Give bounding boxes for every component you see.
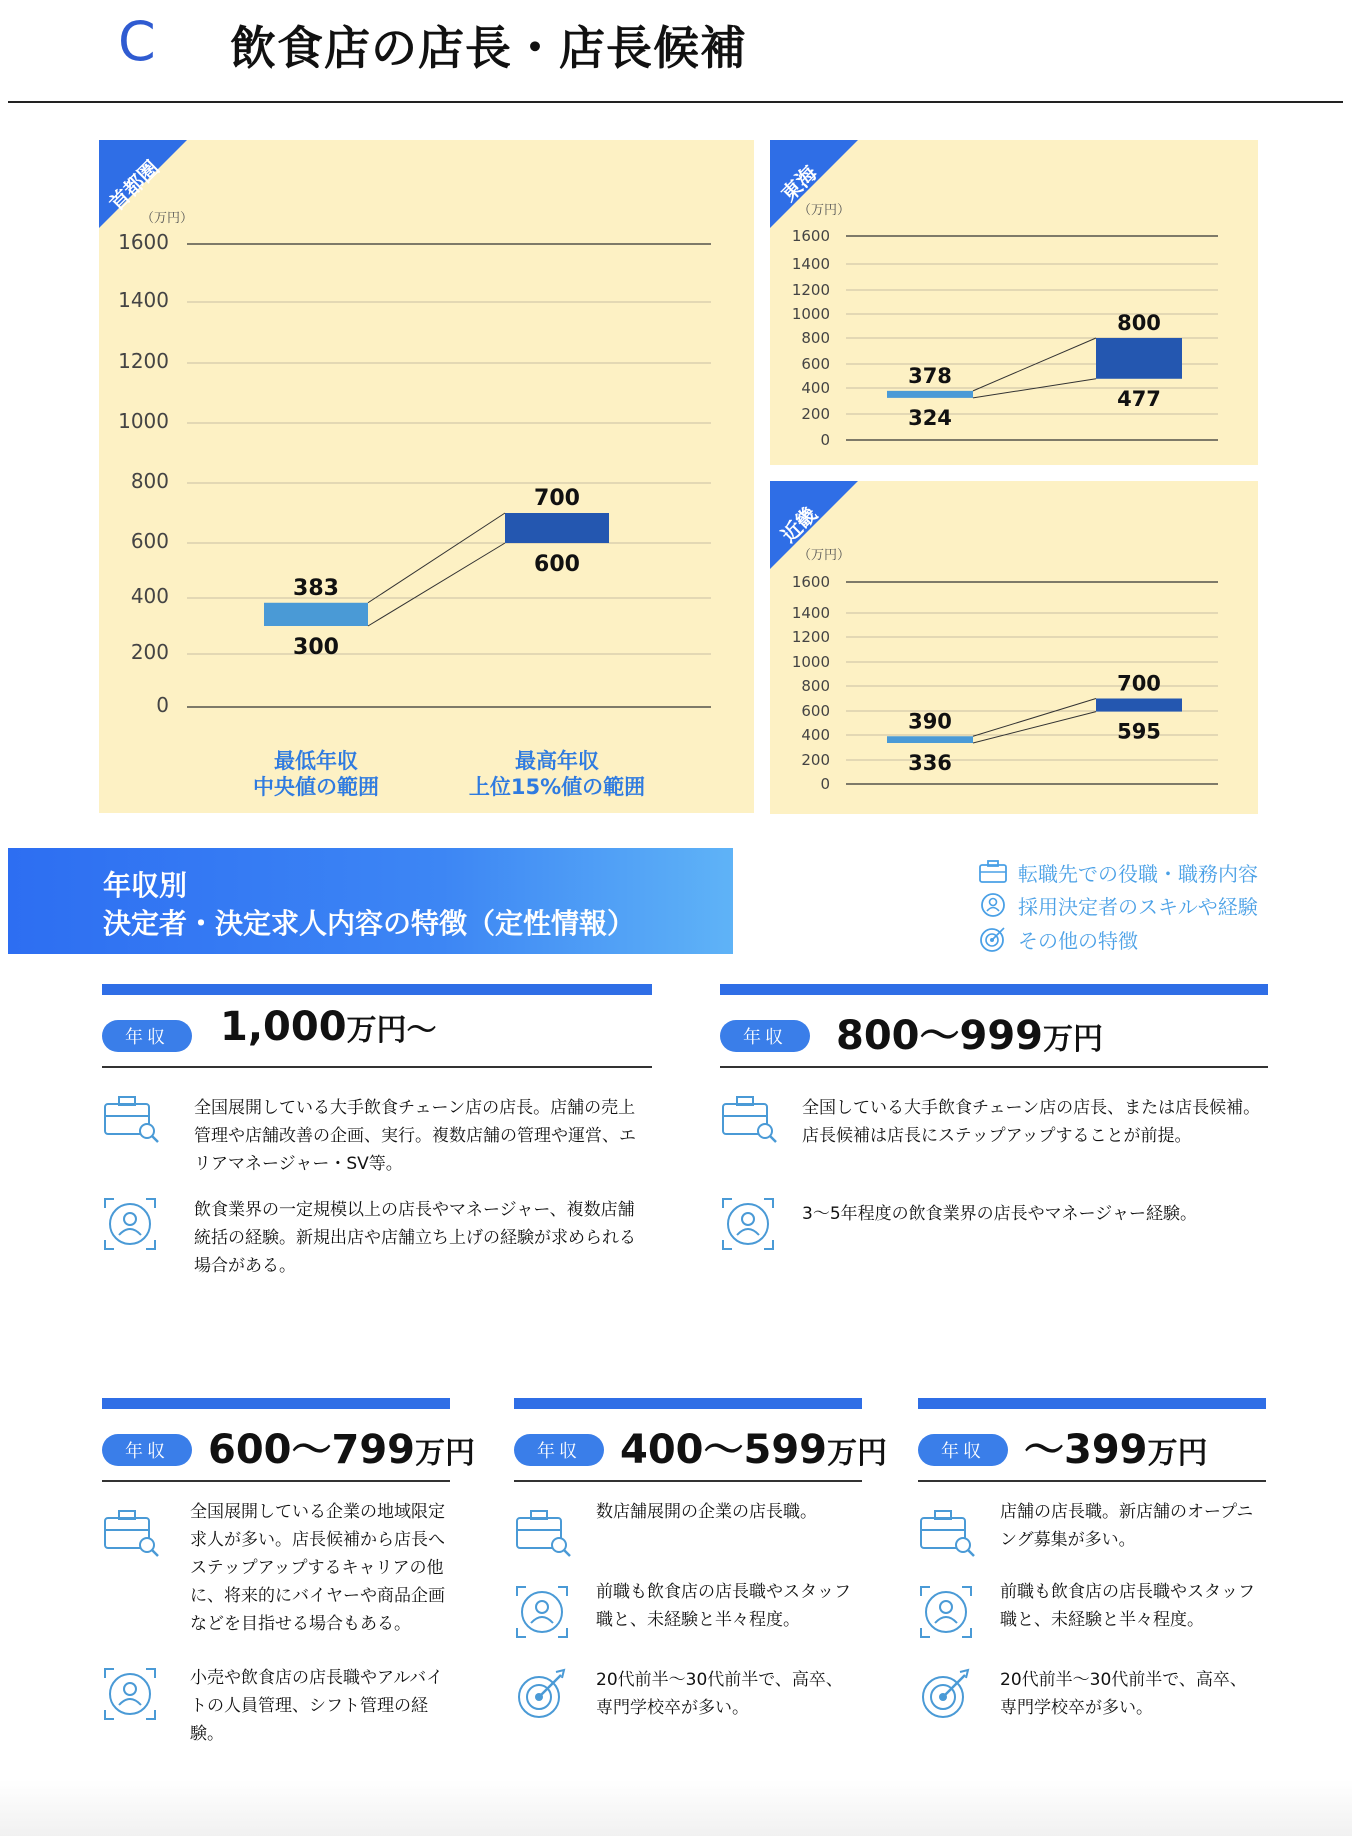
connector-line-top xyxy=(368,513,505,603)
y-tick-label: 1600 xyxy=(791,227,830,245)
salary-range xyxy=(620,1418,887,1475)
y-tick-label: 200 xyxy=(130,640,169,664)
card-description: 飲食業界の一定規模以上の店長やマネージャー、複数店舗統括の経験。新規出店や店舗立ち上げの経験が求められる場合がある。 xyxy=(194,1200,636,1276)
card-divider xyxy=(720,1066,1268,1068)
region-label: 東海 xyxy=(776,160,822,207)
card-divider xyxy=(514,1480,862,1482)
person-target-icon xyxy=(720,1196,776,1256)
y-tick-label: 1000 xyxy=(791,305,830,323)
page-title: 飲食店の店長・店長候補 xyxy=(230,21,747,75)
y-tick-label: 1600 xyxy=(118,230,169,254)
bar-label-low: 324 xyxy=(908,405,952,430)
y-tick-label: 200 xyxy=(801,405,830,423)
card-description: 小売や飲食店の店長職やアルバイトの人員管理、シフト管理の経験。 xyxy=(190,1668,444,1744)
legend-item-other xyxy=(978,925,1138,953)
card-divider xyxy=(918,1480,1266,1482)
salary-range xyxy=(836,1004,1103,1061)
bar-max-salary-range xyxy=(505,513,609,543)
briefcase-icon xyxy=(514,1508,572,1562)
briefcase-icon xyxy=(918,1508,976,1562)
salary-pill: 年収 xyxy=(918,1434,1008,1466)
banner-line-2: 決定者・決定求人内容の特徴（定性情報） xyxy=(103,907,636,940)
y-tick-label: 1400 xyxy=(791,604,830,622)
region-label: 首都圏 xyxy=(104,155,164,216)
bar-label-high: 700 xyxy=(534,486,580,511)
legend-item-role xyxy=(978,858,1258,886)
bar-label-low: 595 xyxy=(1117,719,1161,744)
y-tick-label: 400 xyxy=(130,584,169,608)
salary-range-unit: 万円 xyxy=(1147,1436,1208,1471)
y-tick-label: 1200 xyxy=(791,628,830,646)
card-divider xyxy=(102,1480,450,1482)
salary-pill: 年収 xyxy=(102,1020,192,1052)
bar-label-high: 700 xyxy=(1117,671,1161,696)
briefcase-icon xyxy=(978,859,1008,885)
card-description: 20代前半〜30代前半で、高卒、専門学校卒が多い。 xyxy=(1000,1670,1247,1718)
bar-label-low: 477 xyxy=(1117,386,1161,411)
card-description: 3〜5年程度の飲食業界の店長やマネージャー経験。 xyxy=(802,1204,1197,1224)
person-target-icon xyxy=(102,1196,158,1256)
legend-label: その他の特徴 xyxy=(1018,928,1138,953)
salary-range-value: 800〜999 xyxy=(836,1013,1043,1059)
y-tick-label: 600 xyxy=(801,702,830,720)
legend-label: 転職先での役職・職務内容 xyxy=(1018,861,1258,886)
target-icon xyxy=(514,1666,570,1726)
y-tick-label: 1400 xyxy=(118,288,169,312)
salary-range-unit: 万円 xyxy=(1043,1022,1103,1057)
person-target-icon xyxy=(102,1666,158,1726)
y-tick-label: 1600 xyxy=(791,573,830,591)
target-icon xyxy=(918,1666,974,1726)
y-tick-label: 200 xyxy=(801,751,830,769)
y-tick-label: 600 xyxy=(130,529,169,553)
y-axis-unit: （万円） xyxy=(141,211,194,226)
chart-panel-tokai xyxy=(770,140,1258,465)
region-label: 近畿 xyxy=(776,501,822,548)
bar-label-low: 336 xyxy=(908,751,952,775)
bar-max-salary-range xyxy=(1096,338,1182,379)
briefcase-icon xyxy=(102,1094,160,1148)
card-description: 20代前半〜30代前半で、高卒、専門学校卒が多い。 xyxy=(596,1670,843,1718)
card-description: 全国展開している大手飲食チェーン店の店長。店舗の売上管理や店舗改善の企画、実行。複数店舗の管理や運営、エリアマネージャー・SV等。 xyxy=(194,1098,636,1174)
y-tick-label: 1000 xyxy=(791,653,830,671)
legend-item-skill xyxy=(978,891,1258,919)
salary-pill: 年収 xyxy=(102,1434,192,1466)
header-divider xyxy=(8,101,1343,103)
salary-range xyxy=(208,1418,475,1475)
chart-panel-kinki xyxy=(770,481,1258,814)
salary-pill: 年収 xyxy=(514,1434,604,1466)
salary-pill: 年収 xyxy=(720,1020,810,1052)
card-description: 前職も飲食店の店長職やスタッフ職と、未経験と半々程度。 xyxy=(1000,1582,1255,1630)
card-description: 全国展開している企業の地域限定求人が多い。店長候補から店長へステップアップするキャリアの他に、将来的にバイヤーや商品企画などを目指せる場合もある。 xyxy=(190,1502,445,1634)
salary-range-value: 1,000 xyxy=(220,1004,347,1050)
card-accent-bar xyxy=(514,1398,862,1409)
person-target-icon xyxy=(918,1584,974,1644)
bar-max-salary-range xyxy=(1096,699,1182,712)
category-label: 上位15%値の範囲 xyxy=(468,775,646,799)
bar-label-high: 800 xyxy=(1117,311,1161,335)
y-tick-label: 1200 xyxy=(791,281,830,299)
y-tick-label: 800 xyxy=(801,677,830,695)
category-label: 中央値の範囲 xyxy=(253,775,379,799)
bar-label-high: 378 xyxy=(908,363,952,388)
card-description: 数店舗展開の企業の店長職。 xyxy=(596,1502,817,1522)
chart-panel-shutoken xyxy=(99,140,754,813)
connector-line-top xyxy=(973,699,1096,737)
banner-line-1: 年収別 xyxy=(103,869,188,902)
section-banner xyxy=(8,848,733,954)
y-tick-label: 800 xyxy=(130,469,169,493)
target-icon xyxy=(978,925,1008,953)
y-tick-label: 0 xyxy=(820,775,830,793)
y-tick-label: 600 xyxy=(801,355,830,373)
card-description: 店舗の店長職。新店舗のオープニング募集が多い。 xyxy=(1000,1502,1254,1550)
card-accent-bar xyxy=(102,984,652,995)
card-accent-bar xyxy=(102,1398,450,1409)
salary-range-value: 600〜799 xyxy=(208,1427,415,1473)
bar-label-high: 383 xyxy=(293,575,339,601)
salary-range xyxy=(220,1004,437,1050)
bar-label-high: 390 xyxy=(908,709,952,734)
bar-label-low: 600 xyxy=(534,552,580,577)
connector-line-bottom xyxy=(368,543,505,626)
y-tick-label: 1000 xyxy=(118,409,169,433)
bar-label-low: 300 xyxy=(293,635,339,660)
bar-min-salary-range xyxy=(887,391,973,398)
category-label: 最高年収 xyxy=(515,749,599,773)
bar-min-salary-range xyxy=(264,603,368,626)
salary-range xyxy=(1024,1418,1208,1475)
y-tick-label: 1400 xyxy=(791,255,830,273)
category-label: 最低年収 xyxy=(274,749,358,773)
salary-chart-shutoken xyxy=(99,140,754,813)
y-tick-label: 400 xyxy=(801,726,830,744)
card-accent-bar xyxy=(720,984,1268,995)
y-axis-unit: （万円） xyxy=(798,203,851,218)
y-tick-label: 0 xyxy=(156,693,169,717)
person-target-icon xyxy=(514,1584,570,1644)
person-target-icon xyxy=(978,891,1008,919)
section-letter: C xyxy=(118,10,156,73)
card-description: 前職も飲食店の店長職やスタッフ職と、未経験と半々程度。 xyxy=(596,1582,851,1630)
y-tick-label: 1200 xyxy=(118,349,169,373)
y-tick-label: 400 xyxy=(801,379,830,397)
bar-min-salary-range xyxy=(887,736,973,743)
page-bottom-shade xyxy=(0,1780,1352,1836)
briefcase-icon xyxy=(102,1508,160,1562)
card-accent-bar xyxy=(918,1398,1266,1409)
y-tick-label: 0 xyxy=(820,431,830,449)
salary-range-unit: 万円 xyxy=(415,1436,475,1471)
y-tick-label: 800 xyxy=(801,329,830,347)
y-axis-unit: （万円） xyxy=(798,548,851,563)
card-description: 全国している大手飲食チェーン店の店長、または店長候補。店長候補は店長にステップアップすることが前提。 xyxy=(802,1098,1261,1146)
salary-range-unit: 万円〜 xyxy=(346,1013,437,1048)
briefcase-icon xyxy=(720,1094,778,1148)
legend-label: 採用決定者のスキルや経験 xyxy=(1018,894,1258,919)
card-divider xyxy=(102,1066,652,1068)
salary-range-value: 〜399 xyxy=(1024,1427,1148,1473)
salary-range-unit: 万円 xyxy=(827,1436,887,1471)
connector-line-bottom xyxy=(973,712,1096,743)
salary-range-value: 400〜599 xyxy=(620,1427,827,1473)
